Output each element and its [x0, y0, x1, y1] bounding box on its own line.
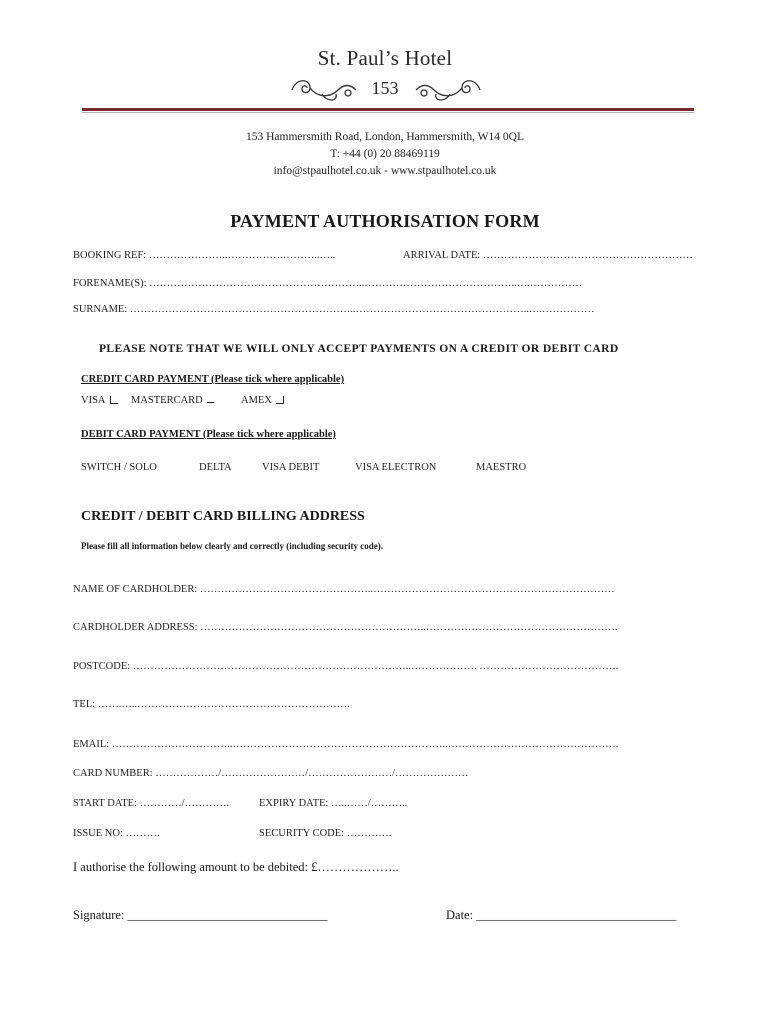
- hotel-contact: info@stpaulhotel.co.uk - www.stpaulhotel.co.uk: [273, 165, 497, 177]
- credit-option-mastercard[interactable]: [131, 395, 214, 406]
- email-field[interactable]: EMAIL: ……………………………..……………………………………………………..………………………………………….: [73, 739, 619, 750]
- debit-option-maestro[interactable]: MAESTRO: [476, 462, 527, 473]
- credit-option-label: VISA: [81, 395, 106, 406]
- hotel-name: St. Paul’s Hotel: [317, 46, 453, 70]
- signature-field[interactable]: Signature: ________________________________: [73, 908, 328, 922]
- booking-ref-field[interactable]: BOOKING REF: …………………..…………….………..…..: [73, 250, 336, 261]
- tel-field[interactable]: TEL: …….…..…………………………………………………….: [73, 699, 350, 710]
- postcode-field[interactable]: POSTCODE: ……………………………………………………………………..………………. ………………………………….: [73, 661, 619, 672]
- debit-option-delta[interactable]: DELTA: [199, 462, 232, 473]
- checkbox-icon[interactable]: [110, 396, 118, 404]
- date-field[interactable]: Date: ________________________________: [446, 908, 677, 922]
- cardholder-address-field[interactable]: CARDHOLDER ADDRESS: ………………………………………………………..……………………………………………….: [73, 622, 618, 633]
- arrival-date-field[interactable]: ARRIVAL DATE: ……………………………………………………: [403, 250, 693, 261]
- hotel-phone: T: +44 (0) 20 88469119: [330, 148, 440, 160]
- credit-option-visa[interactable]: [81, 395, 118, 406]
- debit-option-switch-solo[interactable]: SWITCH / SOLO: [81, 462, 157, 473]
- header-rule-thin: [82, 112, 694, 113]
- debit-option-visa-debit[interactable]: VISA DEBIT: [262, 462, 320, 473]
- cardholder-name-field[interactable]: NAME OF CARDHOLDER: …………………………………………..……………………………………………………………: [73, 584, 615, 595]
- card-number-field[interactable]: CARD NUMBER: ………………/……………………/……………………/…………………: [73, 768, 469, 779]
- form-title: PAYMENT AUTHORISATION FORM: [230, 211, 540, 231]
- billing-address-heading: CREDIT / DEBIT CARD BILLING ADDRESS: [81, 509, 365, 524]
- header-rule: [82, 108, 694, 111]
- credit-card-heading: CREDIT CARD PAYMENT (Please tick where applicable): [81, 374, 345, 385]
- surname-field[interactable]: SURNAME: ………………………………………………………..…………………………………………..….……………: [73, 304, 595, 315]
- authorise-amount-field[interactable]: I authorise the following amount to be debited: £………………..: [73, 860, 399, 874]
- debit-card-heading: DEBIT CARD PAYMENT (Please tick where applicable): [81, 429, 336, 440]
- expiry-date-field[interactable]: EXPIRY DATE: …..……/………..: [259, 798, 408, 809]
- issue-no-field[interactable]: ISSUE NO: ……….: [73, 828, 160, 839]
- credit-option-label: AMEX: [241, 395, 272, 406]
- payment-note: PLEASE NOTE THAT WE WILL ONLY ACCEPT PAYMENTS ON A CREDIT OR DEBIT CARD: [99, 343, 619, 355]
- credit-option-amex[interactable]: [241, 395, 284, 406]
- hotel-number: 153: [371, 78, 399, 98]
- checkbox-icon[interactable]: [276, 396, 284, 404]
- credit-option-label: MASTERCARD: [131, 395, 203, 406]
- start-date-field[interactable]: START DATE: …………/………….: [73, 798, 230, 809]
- checkbox-icon[interactable]: [207, 402, 214, 403]
- debit-option-visa-electron[interactable]: VISA ELECTRON: [355, 462, 437, 473]
- security-code-field[interactable]: SECURITY CODE: ………….: [259, 828, 392, 839]
- billing-instructions: Please fill all information below clearly and correctly (including security code).: [81, 541, 384, 551]
- forenames-field[interactable]: FORENAME(S): ……………………………………………………..……………………………………..….……………: [73, 278, 583, 289]
- hotel-address: 153 Hammersmith Road, London, Hammersmith, W14 0QL: [246, 131, 524, 143]
